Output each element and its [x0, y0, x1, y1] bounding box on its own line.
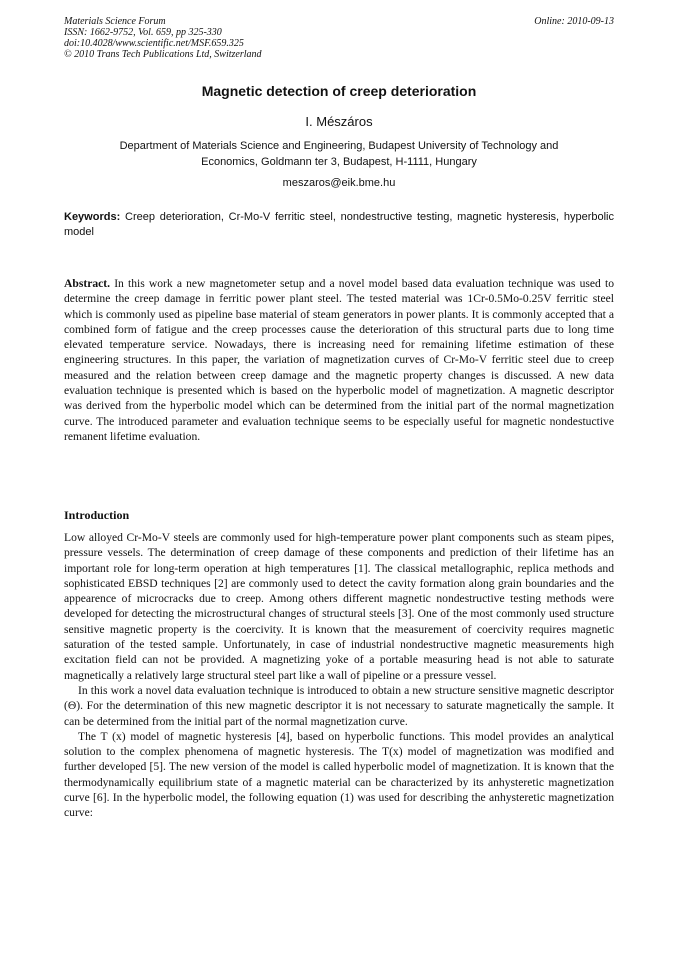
- intro-paragraph-3: The T (x) model of magnetic hysteresis [4], based on hyperbolic functions. This model provides an analytical solution to the complex phenomena of magnetic hysteresis. The T(x) model of magnetization was modified and further developed [5]. The new version of the model is called hyperbolic model of magnetization. It is known that the thermodynamically equilibrium state of a magnetic material can be characterized by its anhysteretic magnetization curve [6]. In the hyperbolic model, the following equation (1) was used for describing the anhysteretic magnetization curve:: [64, 729, 614, 820]
- author-name: I. Mészáros: [305, 114, 373, 129]
- abstract-label: Abstract.: [64, 277, 111, 290]
- affiliation-line-1: Department of Materials Science and Engineering, Budapest University of Technology and: [119, 140, 559, 152]
- affiliation: [64, 138, 614, 170]
- intro-paragraph-1: Low alloyed Cr-Mo-V steels are commonly used for high-temperature power plant components such as steam pipes, pressure vessels. The determination of creep damage of these components and prediction of their lifetime has an important role for long-term operation at high temperatures [1]. The classical metallographic, replica methods and sophisticated EBSD techniques [2] are commonly used to detect the cavity formation along grain boundaries and the appearence of microcracks due to creep. Among others different magnetic nondestructive testing methods were developed for detecting the microstructural changes of structural steels [3]. One of the most commonly used structure sensitive magnetic property is the coercivity. It is known that the measurement of coercivity requires magnetic saturation of the tested sample. Unfortunately, in case of industrial nondestructive magnetic measurements high excitation field can not be provided. A magnetizing yoke of a portable measuring head is not able to saturate magnetically a relatively large structural steel part like a wall of pipeline or a pressure vessel.: [64, 531, 614, 682]
- intro-paragraph-2: In this work a novel data evaluation technique is introduced to obtain a new structure sensitive magnetic descriptor (Θ). For the determination of this new magnetic descriptor it is not necessary to saturate magnetically the sample. It can be determined from the initial part of the normal magnetization curve.: [64, 683, 614, 728]
- introduction-heading: Introduction: [64, 508, 130, 522]
- keywords-label: Keywords:: [64, 211, 121, 223]
- doi-line: doi:10.4028/www.scientific.net/MSF.659.325: [64, 38, 244, 49]
- paper-title: Magnetic detection of creep deterioration: [201, 83, 477, 99]
- introduction-body: [64, 530, 614, 821]
- copyright-line: © 2010 Trans Tech Publications Ltd, Switzerland: [64, 49, 262, 60]
- abstract-text: In this work a new magnetometer setup and a novel model based data evaluation technique was used to determine the creep damage in ferritic power plant steel. The tested material was 1Cr-0.5Mo-0.25V ferritic steel which is commonly used as pipeline base material of steam generators in power plants. It is commonly accepted that a combined form of fatigue and the creep processes cause the deterioration of this structural parts due to long time elevated temperature service. Nowadays, there is increasing need for remaining lifetime estimation of these engineering structures. In this paper, the variation of magnetization curves of Cr-Mo-V ferritic steel due to creep measured and the relation between creep damage and the magnetic property changes is discussed. A new data evaluation technique is presented which is based on the hyperbolic model of magnetization. A magnetic descriptor was derived from the hyperbolic model which can be determined from the initial part of the normal magnetization curve. The introduced parameter and evaluation technique seems to be especially useful for magnetic nondestuctive remanent lifetime evaluation.: [64, 277, 614, 443]
- issn-line: ISSN: 1662-9752, Vol. 659, pp 325-330: [64, 27, 222, 38]
- journal-name: Materials Science Forum: [64, 16, 166, 27]
- online-date: Online: 2010-09-13: [534, 16, 614, 27]
- keywords: [64, 210, 614, 240]
- author-email: meszaros@eik.bme.hu: [282, 177, 396, 189]
- journal-header: [64, 16, 262, 60]
- abstract: [64, 276, 614, 444]
- keywords-text: Creep deterioration, Cr-Mo-V ferritic steel, nondestructive testing, magnetic hysteresis, hyperbolic model: [64, 211, 614, 238]
- affiliation-line-2: Economics, Goldmann ter 3, Budapest, H-1111, Hungary: [201, 156, 477, 168]
